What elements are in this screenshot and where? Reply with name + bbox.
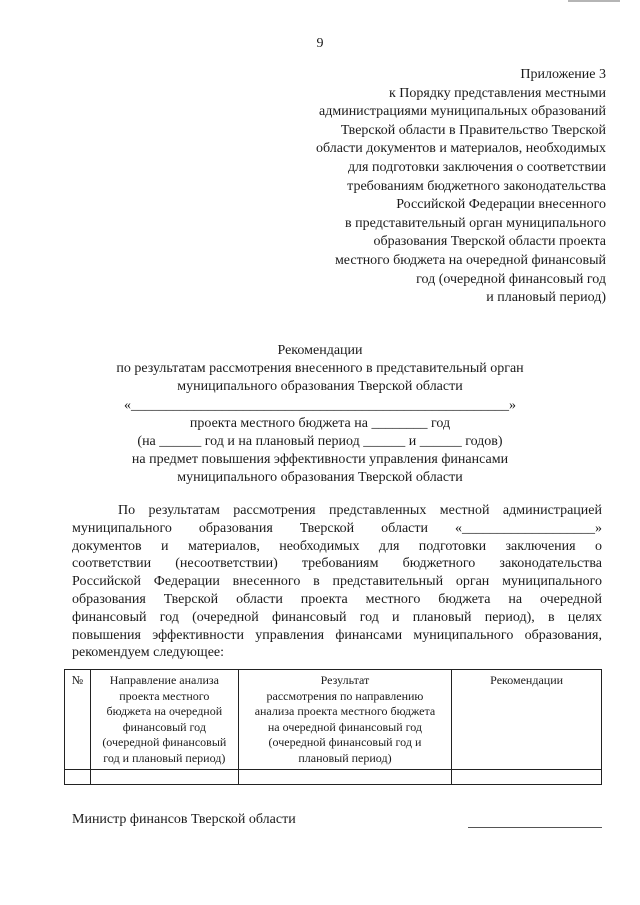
body-line: повышения эффективности управления финансами муниципального образования, [72, 627, 602, 643]
header-cell-direction [90, 670, 238, 770]
header-text: № [71, 673, 84, 687]
appendix-line: и плановый период) [486, 290, 606, 306]
body-paragraph [72, 502, 602, 662]
header-text: на очередной финансовый год [267, 719, 423, 734]
header-text: рассмотрения по направлению [266, 688, 424, 703]
header-text: Рекомендации [490, 673, 564, 687]
scan-edge-mark [568, 0, 620, 2]
appendix-line: для подготовки заключения о соответствии [347, 159, 606, 175]
body-line: соответствии (несоответствии) требованиям бюджетного законодательства [72, 556, 602, 572]
table-cell [452, 769, 602, 784]
header-text: Направление анализа [109, 673, 219, 687]
appendix-line: требованиям бюджетного законодательства [347, 178, 606, 194]
header-text: плановый период) [298, 750, 392, 765]
appendix-line: образования Тверской области проекта [373, 234, 606, 250]
title-heading: Рекомендации [277, 343, 363, 358]
header-text: (очередной финансовый год и [268, 735, 422, 750]
appendix-line: Приложение 3 [520, 67, 606, 82]
appendix-line: области документов и материалов, необходимых [315, 141, 606, 157]
appendix-header [316, 66, 606, 308]
title-line: муниципального образования Тверской области [177, 379, 463, 395]
body-line: По результатам рассмотрения представленных местной администрацией [118, 503, 602, 518]
header-text: анализа проекта местного бюджета [254, 704, 436, 719]
municipality-blank: «______________________________________________________» [124, 397, 516, 413]
page-number: 9 [316, 36, 324, 51]
table-header-row [65, 670, 602, 770]
body-line: образования Тверской области проекта местного бюджета на очередной [72, 591, 602, 607]
header-text: бюджета на очередной [106, 704, 223, 719]
header-text: Результат [320, 673, 370, 687]
title-line: муниципального образования Тверской области [177, 470, 463, 486]
signature-line [468, 827, 602, 828]
body-line: муниципального образования Тверской области «___________________» [72, 520, 602, 536]
header-cell-result [238, 670, 452, 770]
recommendations-table [64, 669, 602, 785]
header-text: проекта местного [119, 688, 210, 703]
title-line: на предмет повышения эффективности управления финансами [131, 452, 509, 468]
appendix-line: год (очередной финансовый год [416, 271, 606, 287]
appendix-line: в представительный орган муниципального [344, 215, 606, 231]
body-line: Российской Федерации внесенного в представительный орган муниципального [72, 574, 602, 590]
header-text: (очередной финансовый [102, 735, 227, 750]
appendix-line: к Порядку представления местными [389, 85, 606, 101]
appendix-line: Тверской области в Правительство Тверской [340, 122, 606, 138]
title-line: проекта местного бюджета на ________ год [189, 415, 451, 431]
header-cell-recommendations [452, 670, 602, 770]
body-line: финансовый год (очередной финансовый год и плановый период), в целях [72, 609, 602, 625]
appendix-line: администрациями муниципальных образований [319, 104, 606, 120]
header-text: год и плановый период) [103, 750, 226, 765]
header-cell-number [65, 670, 91, 770]
signatory-title: Министр финансов Тверской области [72, 812, 296, 827]
table-row [65, 769, 602, 784]
body-line: документов и материалов, необходимых для подготовки заключения о [72, 538, 602, 554]
header-text: финансовый год [122, 719, 206, 734]
table-cell [90, 769, 238, 784]
table-cell [65, 769, 91, 784]
table-cell [238, 769, 452, 784]
appendix-line: Российской Федерации внесенного [396, 197, 606, 213]
document-title [0, 342, 640, 488]
title-line: по результатам рассмотрения внесенного в представительный орган [116, 361, 524, 377]
appendix-line: местного бюджета на очередной финансовый [334, 252, 606, 268]
body-line: рекомендуем следующее: [72, 645, 225, 661]
title-line: (на ______ год и на плановый период ______ и ______ годов) [137, 434, 503, 450]
